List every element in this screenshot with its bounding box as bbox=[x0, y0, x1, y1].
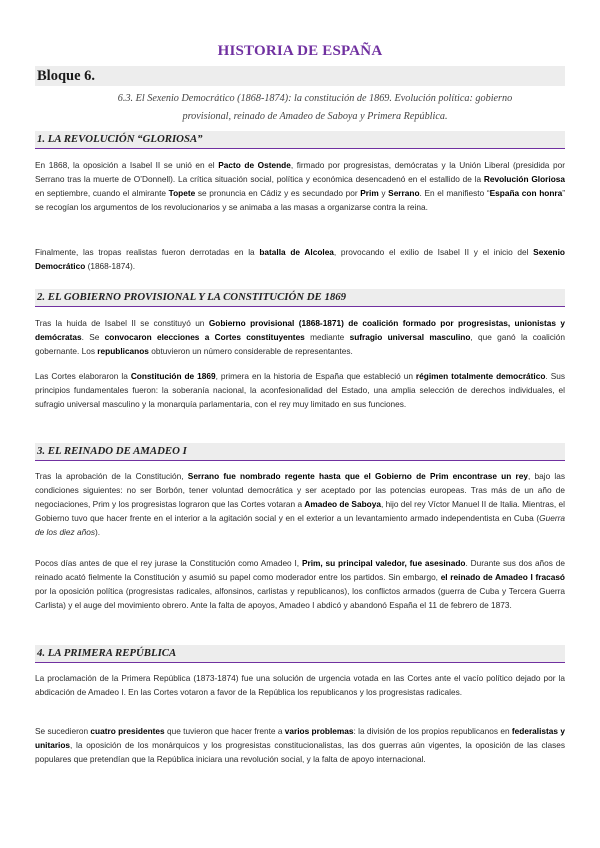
text-run: , provocando el exilio de Isabel II y el inicio del bbox=[333, 247, 534, 257]
text-run: . En el manifiesto “ bbox=[419, 188, 490, 199]
bold-text: republicanos bbox=[97, 346, 149, 357]
text-run: Finalmente, las tropas realistas fueron derrotadas en la bbox=[35, 247, 260, 257]
bold-text: cuatro presidentes bbox=[90, 726, 165, 736]
text-run: . Durante sus dos años de reinado acató fielmente la Constitución y asumió su papel como moderador entre los partidos. Sin embargo, bbox=[35, 558, 565, 583]
bold-text: régimen totalmente democrático bbox=[415, 371, 546, 381]
text-run: . Sus principios fundamentales fueron: la soberanía nacional, la aconfesionalidad del Estado, una amplia selección de derechos individuales, el sufragio universal masculino y la monarquía parlamentaria, con el rey muy limitado en sus funciones. bbox=[35, 371, 565, 410]
text-run: , firmado por progresistas, demócratas y la Unión Liberal (presidida por Serrano tras la muerte de O’Donnell). La crítica situación social, política y económica desencadenó en el estallido de la bbox=[35, 160, 565, 185]
text-run: , la oposición de los monárquicos y los progresistas constitucionalistas, las dos guerras aún vigentes, la oposición de las clases populares que pretendían que la República iniciara una revolución social, y la falta de apoyo internacional. bbox=[35, 740, 565, 765]
text-run: En 1868, la oposición a Isabel II se unió en el bbox=[35, 160, 219, 170]
bold-text: Gobierno provisional (1868-1871) de coalición formado por progresistas, unionistas y demócratas bbox=[35, 318, 565, 343]
paragraph bbox=[35, 316, 565, 358]
bold-text: Sexenio Democrático bbox=[35, 247, 565, 272]
text-run: , bajo las condiciones siguientes: no ser Borbón, tener voluntad democrática y ser aceptado por las potencias europeas. Tras más de un año de negociaciones, Prim y los progresistas lograron que las Cortes votaran a bbox=[35, 471, 566, 510]
bold-text: Pacto de Ostende bbox=[218, 160, 291, 170]
text-run: que tuvieron que hacer frente a bbox=[164, 726, 285, 736]
bold-text: convocaron elecciones a Cortes constituyentes bbox=[104, 332, 305, 343]
text-run: : la división de los propios republicanos en bbox=[353, 726, 512, 736]
paragraph bbox=[35, 556, 565, 612]
text-run: , hijo del rey Víctor Manuel II de Italia. Mientras, el Gobierno tuvo que hacer frente en el interior a la agitación social y en el exterior a un levantamiento armado independentista en Cuba ( bbox=[35, 499, 566, 524]
text-run: (1868-1874). bbox=[85, 261, 136, 272]
paragraph bbox=[35, 724, 565, 766]
text-run: se pronuncia en Cádiz y es secundado por bbox=[195, 188, 361, 199]
text-run: mediante bbox=[304, 332, 350, 343]
section-heading-primera-republica: 4. LA PRIMERA REPÚBLICA bbox=[35, 645, 565, 663]
text-run: Las Cortes elaboraron la bbox=[35, 371, 131, 381]
text-run: La proclamación de la Primera República (1873-1874) fue una solución de urgencia votada en las Cortes ante el vacío político dejado por la abdicación de Amadeo I. En las Cortes votaron a favor de la República los republicanos y los progresistas radicales. bbox=[35, 673, 565, 698]
section-heading-revolucion: 1. LA REVOLUCIÓN “GLORIOSA” bbox=[35, 131, 565, 149]
text-run: en septiembre, cuando el almirante bbox=[35, 188, 169, 199]
paragraph bbox=[35, 469, 565, 539]
topic-subtitle bbox=[80, 90, 550, 126]
text-run: Tras la huida de Isabel II se constituyó un bbox=[35, 318, 209, 328]
bold-text: Revolución Gloriosa bbox=[483, 174, 565, 185]
bold-text: sufragio universal masculino bbox=[349, 332, 471, 343]
bold-text: federalistas y unitarios bbox=[35, 726, 565, 751]
subtitle-line: 6.3. El Sexenio Democrático (1868-1874): la constitución de 1869. Evolución política: gobierno bbox=[117, 93, 513, 104]
text-run: ). bbox=[94, 527, 101, 538]
bold-text: Constitución de 1869 bbox=[130, 371, 216, 381]
text-run: . Se bbox=[81, 332, 105, 343]
bold-text: Prim, su principal valedor, fue asesinado bbox=[301, 558, 466, 568]
italic-text: Guerra de los diez años bbox=[35, 513, 565, 538]
bold-text: Serrano bbox=[388, 188, 420, 199]
subtitle-line: provisional, reinado de Amadeo de Saboya y Primera República. bbox=[182, 111, 448, 122]
paragraph bbox=[35, 158, 565, 214]
text-run: obtuvieron un número considerable de representantes. bbox=[148, 346, 353, 357]
paragraph bbox=[35, 671, 565, 699]
bold-text: varios problemas bbox=[284, 726, 354, 736]
paragraph bbox=[35, 245, 565, 273]
text-run: y bbox=[378, 188, 389, 199]
section-heading-amadeo: 3. EL REINADO DE AMADEO I bbox=[35, 443, 565, 461]
text-run: , que ganó la coalición gobernante. Los bbox=[35, 332, 565, 357]
bold-text: España con honra bbox=[489, 188, 563, 199]
block-heading: Bloque 6. bbox=[35, 66, 565, 86]
document-title: HISTORIA DE ESPAÑA bbox=[217, 43, 383, 59]
text-run: ” se recogían los argumentos de los revolucionarios y se animaba a las masas a organizarse contra la reina. bbox=[35, 188, 566, 213]
bold-text: batalla de Alcolea bbox=[259, 247, 334, 257]
bold-text: Topete bbox=[168, 188, 196, 199]
bold-text: el reinado de Amadeo I fracasó bbox=[440, 572, 565, 583]
text-run: por la oposición política (progresistas radicales, alfonsinos, carlistas y republicanos), los conflictos armados (guerra de Cuba y Tercera Guerra Carlista) y el auge del movimiento obrero. Ante la falta de apoyos, Amadeo I abdicó y abandonó España el 11 de febrero de 1873. bbox=[35, 586, 565, 611]
bold-text: Serrano fue nombrado regente hasta que el Gobierno de Prim encontrase un rey bbox=[187, 471, 528, 481]
bold-text: Prim bbox=[360, 188, 379, 199]
bold-text: Amadeo de Saboya bbox=[304, 499, 381, 510]
text-run: , primera en la historia de España que estableció un bbox=[215, 371, 416, 381]
paragraph bbox=[35, 369, 565, 411]
section-heading-gobierno-provisional: 2. EL GOBIERNO PROVISIONAL Y LA CONSTITUCIÓN DE 1869 bbox=[35, 289, 565, 307]
text-run: Pocos días antes de que el rey jurase la Constitución como Amadeo I, bbox=[35, 558, 302, 568]
text-run: Tras la aprobación de la Constitución, bbox=[35, 471, 188, 481]
text-run: Se sucedieron bbox=[35, 726, 91, 736]
